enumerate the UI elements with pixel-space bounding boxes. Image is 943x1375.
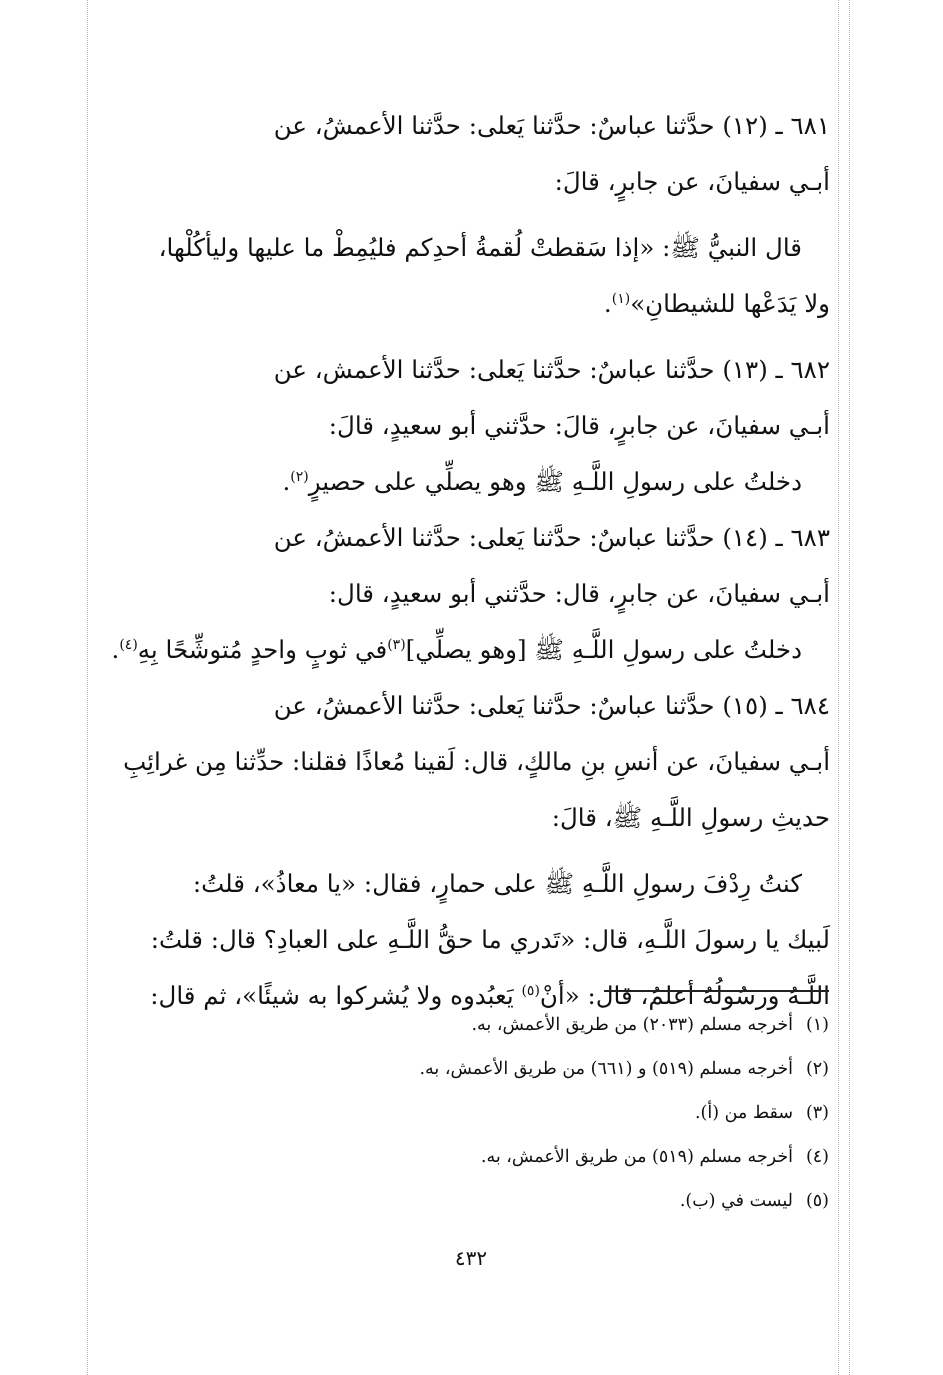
text-segment: اللَّـهُ ورسُولُهُ أعلمُ، قال: «أنْ — [539, 981, 830, 1010]
footnote-number: (٥) — [805, 1191, 829, 1211]
footnote-item — [300, 1047, 829, 1091]
footnote-number: (٢) — [805, 1059, 829, 1079]
hadith-683-matn — [100, 622, 830, 678]
footnotes — [300, 1003, 829, 1223]
footnote-divider — [604, 990, 829, 992]
text-line: لَبيك يا رسولَ اللَّـهِ، قال: «تَدري ما حقُّ اللَّـهِ على العبادِ؟ قال: قلتُ: — [150, 925, 830, 954]
footnote-text: سقط من (أ). — [694, 1103, 793, 1123]
hadith-681-isnad — [100, 98, 830, 210]
hadith-681-matn — [100, 220, 830, 332]
hadith-684-isnad — [100, 678, 830, 846]
text-line: حديثِ رسولِ اللَّـهِ ﷺ، قالَ: — [551, 803, 830, 832]
footnote-marker[interactable]: (٥) — [521, 982, 540, 999]
text-line: ولا يَدَعْها للشيطانِ» — [630, 289, 830, 318]
footnote-marker[interactable]: (٢) — [290, 468, 309, 485]
footnote-item — [300, 1003, 829, 1047]
punctuation: . — [603, 289, 612, 318]
text-segment: يَعبُدوه ولا يُشركوا به شيئًا»، ثم قال: — [150, 981, 522, 1010]
scan-guide-line — [849, 0, 850, 1375]
text-line: ٦٨٤ ـ (١٥) حدَّثنا عباسٌ: حدَّثنا يَعلى: حدَّثنا الأعمشُ، عن — [273, 691, 830, 720]
footnote-marker[interactable]: (١) — [611, 290, 631, 307]
footnote-number: (٤) — [805, 1147, 829, 1167]
hadith-684-matn — [100, 856, 830, 1024]
footnote-text: أخرجه مسلم (٢٠٣٣) من طريق الأعمش، به. — [471, 1015, 793, 1035]
footnote-item — [300, 1179, 829, 1223]
text-line: دخلتُ على رسولِ اللَّـهِ ﷺ وهو يصلِّي على حصيرٍ — [308, 467, 802, 496]
footnote-text: أخرجه مسلم (٥١٩) و (٦٦١) من طريق الأعمش، به. — [419, 1059, 793, 1079]
text-segment: دخلتُ على رسولِ اللَّـهِ ﷺ [وهو يصلِّي] — [405, 635, 802, 664]
footnote-text: ليست في (ب). — [679, 1191, 793, 1211]
text-line: أبـي سفيانَ، عن جابرٍ، قال: حدَّثني أبو سعيدٍ، قال: — [328, 579, 830, 608]
footnote-item — [300, 1135, 829, 1179]
text-line: أبـي سفيانَ، عن جابرٍ، قالَ: حدَّثني أبو سعيدٍ، قالَ: — [328, 411, 830, 440]
text-line: قال النبيُّ ﷺ: «إذا سَقطتْ لُقمةُ أحدِكم فليُمِطْ ما عليها وليأكُلْها، — [158, 233, 802, 262]
hadith-683-isnad — [100, 510, 830, 622]
text-line: كنتُ رِدْفَ رسولِ اللَّـهِ ﷺ على حمارٍ، فقال: «يا معاذُ»، قلتُ: — [192, 869, 802, 898]
scan-guide-line — [838, 0, 839, 1375]
scan-guide-line — [87, 0, 88, 1375]
footnote-number: (١) — [805, 1015, 829, 1035]
main-text — [100, 98, 830, 1024]
footnote-text: أخرجه مسلم (٥١٩) من طريق الأعمش، به. — [480, 1147, 793, 1167]
text-line: أبـي سفيانَ، عن أنسِ بنِ مالكٍ، قال: لَقينا مُعاذًا فقلنا: حدِّثنا مِن غرائِبِ — [123, 747, 830, 776]
text-line: ٦٨٣ ـ (١٤) حدَّثنا عباسٌ: حدَّثنا يَعلى: حدَّثنا الأعمشُ، عن — [273, 523, 830, 552]
text-line: ٦٨١ ـ (١٢) حدَّثنا عباسٌ: حدَّثنا يَعلى: حدَّثنا الأعمشُ، عن — [273, 111, 830, 140]
text-segment: في ثوبٍ واحدٍ مُتوشِّحًا بِهِ — [137, 635, 388, 664]
footnote-marker[interactable]: (٣) — [387, 636, 406, 653]
punctuation: . — [282, 467, 291, 496]
footnote-marker[interactable]: (٤) — [119, 636, 138, 653]
punctuation: . — [111, 635, 120, 664]
text-line: ٦٨٢ ـ (١٣) حدَّثنا عباسٌ: حدَّثنا يَعلى: حدَّثنا الأعمش، عن — [273, 355, 830, 384]
hadith-682-isnad — [100, 342, 830, 454]
footnote-number: (٣) — [805, 1103, 829, 1123]
footnote-item — [300, 1091, 829, 1135]
page-number: ٤٣٢ — [454, 1246, 488, 1270]
hadith-682-matn — [100, 454, 830, 510]
text-line: أبـي سفيانَ، عن جابرٍ، قالَ: — [554, 167, 830, 196]
